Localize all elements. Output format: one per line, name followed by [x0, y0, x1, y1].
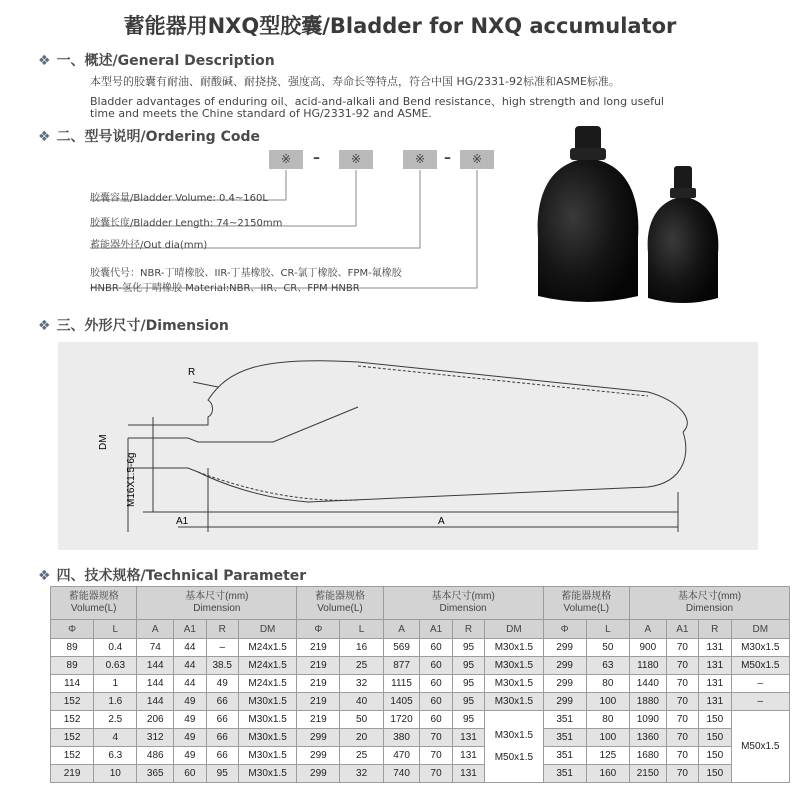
- table-cell: 470: [383, 747, 420, 765]
- table-cell: 6.3: [94, 747, 137, 765]
- table-cell: 25: [340, 657, 383, 675]
- code-box-volume: ※: [269, 150, 303, 169]
- table-cell: 365: [137, 765, 174, 783]
- code-box-outdia: ※: [403, 150, 437, 169]
- table-cell: 131: [699, 693, 731, 711]
- table-cell: 4: [94, 729, 137, 747]
- subheader-cell: Φ: [297, 620, 340, 639]
- table-cell: 70: [666, 711, 698, 729]
- merged-dm-cell: M50x1.5: [731, 711, 790, 783]
- table-cell: 32: [340, 675, 383, 693]
- table-cell: 49: [174, 693, 206, 711]
- table-cell: M30x1.5: [485, 657, 543, 675]
- table-row: [51, 711, 790, 729]
- diamond-bullet-icon: ❖: [38, 568, 51, 584]
- dim-label-r: R: [188, 367, 196, 378]
- ordering-label-length: 胶囊长度/Bladder Length: 74~2150mm: [90, 218, 283, 229]
- table-cell: M30x1.5: [485, 693, 543, 711]
- ordering-label-volume: 胶囊容量/Bladder Volume: 0.4~160L: [90, 193, 268, 204]
- diamond-bullet-icon: ❖: [38, 129, 51, 145]
- table-cell: 1.6: [94, 693, 137, 711]
- table-cell: 44: [174, 657, 206, 675]
- table-cell: 66: [206, 711, 238, 729]
- table-row: [51, 765, 790, 783]
- table-cell: M30x1.5: [238, 711, 296, 729]
- ordering-label-outdia: 蓄能器外径/Out dia(mm): [90, 240, 208, 251]
- table-cell: 95: [206, 765, 238, 783]
- table-cell: 49: [174, 729, 206, 747]
- table-cell: 70: [666, 693, 698, 711]
- table-cell: 219: [297, 657, 340, 675]
- table-cell: 95: [452, 675, 484, 693]
- table-cell: 1680: [629, 747, 666, 765]
- table-cell: 351: [543, 711, 586, 729]
- table-cell: 70: [666, 657, 698, 675]
- table-cell: 60: [420, 657, 452, 675]
- table-cell: 144: [137, 657, 174, 675]
- header-dimension: 基本尺寸(mm) Dimension: [383, 587, 543, 620]
- table-cell: 44: [174, 639, 206, 657]
- table-cell: 44: [174, 675, 206, 693]
- table-cell: 10: [94, 765, 137, 783]
- table-row: [51, 639, 790, 657]
- table-cell: 1440: [629, 675, 666, 693]
- table-cell: 60: [420, 639, 452, 657]
- table-cell: 2.5: [94, 711, 137, 729]
- table-cell: M30x1.5: [238, 747, 296, 765]
- table-row: [51, 729, 790, 747]
- table-cell: 125: [586, 747, 629, 765]
- table-cell: 219: [297, 639, 340, 657]
- table-cell: 50: [340, 711, 383, 729]
- table-cell: 70: [666, 765, 698, 783]
- table-cell: 114: [51, 675, 94, 693]
- table-cell: 150: [699, 729, 731, 747]
- table-cell: M30x1.5: [238, 765, 296, 783]
- header-volume: 蓄能器规格 Volume(L): [51, 587, 137, 620]
- table-cell: 66: [206, 747, 238, 765]
- table-cell: 299: [297, 765, 340, 783]
- table-cell: 740: [383, 765, 420, 783]
- subheader-cell: DM: [238, 620, 296, 639]
- table-cell: 63: [586, 657, 629, 675]
- merged-dm-cell: M30x1.5 M50x1.5: [485, 711, 543, 783]
- dim-label-dm: DM: [98, 434, 109, 450]
- table-cell: M24x1.5: [238, 639, 296, 657]
- ordering-label-code-2: HNBR-氢化丁晴橡胶 Material:NBR、IIR、CR、FPM HNBR: [90, 283, 360, 294]
- table-cell: 1880: [629, 693, 666, 711]
- table-cell: 16: [340, 639, 383, 657]
- dim-label-a1: A1: [176, 516, 189, 527]
- table-cell: 131: [452, 729, 484, 747]
- table-cell: 70: [666, 729, 698, 747]
- table-cell: 152: [51, 747, 94, 765]
- code-dash: –: [313, 150, 320, 166]
- table-cell: 89: [51, 639, 94, 657]
- general-desc-en-2: time and meets the Chine standard of HG/2331-92 and ASME.: [90, 107, 432, 120]
- table-cell: 95: [452, 657, 484, 675]
- table-cell: 2150: [629, 765, 666, 783]
- table-cell: 100: [586, 693, 629, 711]
- table-cell: 150: [699, 747, 731, 765]
- table-cell: 144: [137, 693, 174, 711]
- table-cell: 100: [586, 729, 629, 747]
- table-cell: 144: [137, 675, 174, 693]
- table-cell: 89: [51, 657, 94, 675]
- header-dimension: 基本尺寸(mm) Dimension: [629, 587, 789, 620]
- section-general-heading: ❖ 一、概述/General Description: [38, 53, 275, 69]
- table-cell: 351: [543, 729, 586, 747]
- subheader-cell: DM: [485, 620, 543, 639]
- table-cell: 1720: [383, 711, 420, 729]
- table-cell: 95: [452, 693, 484, 711]
- table-cell: M24x1.5: [238, 657, 296, 675]
- table-cell: –: [206, 639, 238, 657]
- technical-parameter-table: [50, 586, 790, 783]
- subheader-cell: Φ: [543, 620, 586, 639]
- table-cell: 351: [543, 747, 586, 765]
- section-dimension-heading: ❖ 三、外形尺寸/Dimension: [38, 318, 229, 334]
- table-cell: 152: [51, 729, 94, 747]
- table-cell: M30x1.5: [731, 639, 790, 657]
- table-subheader-row: [51, 620, 790, 639]
- table-cell: 80: [586, 711, 629, 729]
- code-box-material: ※: [460, 150, 494, 169]
- table-cell: 131: [699, 639, 731, 657]
- table-cell: 150: [699, 765, 731, 783]
- general-desc-en-1: Bladder advantages of enduring oil、acid-and-alkali and Bend resistance、high strength and long useful: [90, 95, 664, 108]
- table-cell: M30x1.5: [485, 675, 543, 693]
- table-cell: 219: [297, 711, 340, 729]
- table-cell: 299: [297, 729, 340, 747]
- code-dash: –: [444, 150, 451, 166]
- table-cell: 150: [699, 711, 731, 729]
- table-cell: M30x1.5: [238, 729, 296, 747]
- table-row: [51, 693, 790, 711]
- subheader-cell: L: [586, 620, 629, 639]
- table-cell: 70: [666, 675, 698, 693]
- table-cell: 1405: [383, 693, 420, 711]
- table-cell: 95: [452, 639, 484, 657]
- dim-label-a: A: [438, 516, 445, 527]
- table-row: [51, 657, 790, 675]
- header-volume: 蓄能器规格 Volume(L): [543, 587, 629, 620]
- table-cell: 50: [586, 639, 629, 657]
- table-cell: 95: [452, 711, 484, 729]
- general-desc-cn: 本型号的胶囊有耐油、耐酸碱、耐挠挠、强度高、寿命长等特点，符合中国 HG/2331-92标准和ASME标准。: [90, 75, 620, 88]
- page-title: 蓄能器用NXQ型胶囊/Bladder for NXQ accumulator: [123, 14, 677, 38]
- subheader-cell: R: [206, 620, 238, 639]
- table-cell: 1115: [383, 675, 420, 693]
- table-cell: 131: [452, 747, 484, 765]
- subheader-cell: A1: [174, 620, 206, 639]
- subheader-cell: L: [340, 620, 383, 639]
- table-cell: –: [731, 693, 790, 711]
- table-cell: M50x1.5: [731, 657, 790, 675]
- table-cell: 0.63: [94, 657, 137, 675]
- table-cell: 160: [586, 765, 629, 783]
- table-cell: 219: [51, 765, 94, 783]
- table-cell: 66: [206, 693, 238, 711]
- subheader-cell: A: [629, 620, 666, 639]
- table-cell: 131: [452, 765, 484, 783]
- table-cell: 486: [137, 747, 174, 765]
- table-cell: 131: [699, 657, 731, 675]
- table-cell: 351: [543, 765, 586, 783]
- subheader-cell: A: [137, 620, 174, 639]
- code-box-length: ※: [339, 150, 373, 169]
- table-cell: 131: [699, 675, 731, 693]
- table-cell: –: [731, 675, 790, 693]
- table-cell: M30x1.5: [238, 693, 296, 711]
- subheader-cell: A1: [666, 620, 698, 639]
- subheader-cell: A1: [420, 620, 452, 639]
- table-cell: 877: [383, 657, 420, 675]
- table-cell: 299: [543, 675, 586, 693]
- section-ordering-heading: ❖ 二、型号说明/Ordering Code: [38, 129, 260, 145]
- table-cell: 25: [340, 747, 383, 765]
- table-cell: 60: [420, 693, 452, 711]
- table-cell: 80: [586, 675, 629, 693]
- table-cell: 60: [420, 711, 452, 729]
- table-cell: 900: [629, 639, 666, 657]
- table-cell: 312: [137, 729, 174, 747]
- table-cell: 70: [420, 729, 452, 747]
- table-cell: 70: [420, 747, 452, 765]
- table-cell: 299: [297, 747, 340, 765]
- subheader-cell: Φ: [51, 620, 94, 639]
- diamond-bullet-icon: ❖: [38, 53, 51, 69]
- table-cell: 32: [340, 765, 383, 783]
- table-cell: 299: [543, 657, 586, 675]
- table-cell: 152: [51, 693, 94, 711]
- table-cell: 40: [340, 693, 383, 711]
- table-cell: 49: [174, 711, 206, 729]
- table-cell: 20: [340, 729, 383, 747]
- subheader-cell: R: [699, 620, 731, 639]
- table-cell: 70: [420, 765, 452, 783]
- table-cell: 38.5: [206, 657, 238, 675]
- subheader-cell: L: [94, 620, 137, 639]
- table-cell: 206: [137, 711, 174, 729]
- table-cell: 219: [297, 693, 340, 711]
- table-header-row: [51, 587, 790, 620]
- table-row: [51, 675, 790, 693]
- bladder-photo: [528, 118, 738, 318]
- table-cell: 1090: [629, 711, 666, 729]
- subheader-cell: A: [383, 620, 420, 639]
- header-volume: 蓄能器规格 Volume(L): [297, 587, 383, 620]
- table-cell: 70: [666, 747, 698, 765]
- table-cell: M30x1.5: [485, 639, 543, 657]
- subheader-cell: R: [452, 620, 484, 639]
- diamond-bullet-icon: ❖: [38, 318, 51, 334]
- table-cell: 299: [543, 693, 586, 711]
- table-cell: 66: [206, 729, 238, 747]
- table-cell: 1180: [629, 657, 666, 675]
- table-cell: 1360: [629, 729, 666, 747]
- table-cell: 1: [94, 675, 137, 693]
- table-cell: 60: [420, 675, 452, 693]
- table-cell: 70: [666, 639, 698, 657]
- table-cell: M24x1.5: [238, 675, 296, 693]
- table-cell: 380: [383, 729, 420, 747]
- table-row: [51, 747, 790, 765]
- table-cell: 219: [297, 675, 340, 693]
- header-dimension: 基本尺寸(mm) Dimension: [137, 587, 297, 620]
- table-cell: 0.4: [94, 639, 137, 657]
- dimension-drawing: [58, 342, 758, 550]
- table-cell: 152: [51, 711, 94, 729]
- table-cell: 60: [174, 765, 206, 783]
- section-technical-heading: ❖ 四、技术规格/Technical Parameter: [38, 568, 307, 584]
- table-cell: 49: [206, 675, 238, 693]
- dim-label-thread: M16X1.5-6g: [126, 452, 137, 507]
- subheader-cell: DM: [731, 620, 790, 639]
- table-cell: 569: [383, 639, 420, 657]
- table-cell: 299: [543, 639, 586, 657]
- ordering-label-code-1: 胶囊代号：NBR-丁晴橡胶、IIR-丁基橡胶、CR-氯丁橡胶、FPM-氟橡胶: [90, 268, 402, 279]
- table-cell: 74: [137, 639, 174, 657]
- table-cell: 49: [174, 747, 206, 765]
